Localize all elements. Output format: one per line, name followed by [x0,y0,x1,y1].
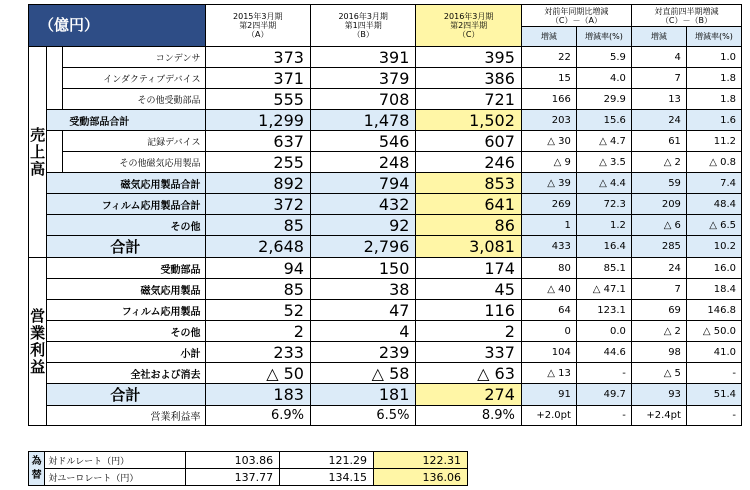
cb-rate: 1.6 [686,110,741,131]
value-c: 386 [416,68,521,89]
value-c: 86 [416,215,521,236]
cb-rate: 7.4 [686,173,741,194]
fx-c: 136.06 [374,469,468,486]
ca-rate: 0.0 [576,321,631,342]
cb-diff: △ 5 [631,363,686,384]
row-label: 受動部品合計 [47,110,205,131]
value-c: 607 [416,131,521,152]
financial-table [28,4,742,426]
ca-rate: △ 47.1 [576,279,631,300]
row-label: コンデンサ [63,47,205,68]
cb-rate: 48.4 [686,194,741,215]
value-b: 38 [310,279,415,300]
cb-diff: +2.4pt [631,406,686,426]
col-b-header: 2016年3月期 第1四半期 （B） [310,5,415,47]
value-b: 432 [310,194,415,215]
row-label: その他 [47,215,205,236]
col-a-header: 2015年3月期 第2四半期 （A） [205,5,310,47]
op-section-label: 営 業 利 益 [29,258,47,426]
cb-rate: 1.8 [686,89,741,110]
row-label: その他 [47,321,205,342]
cb-rate: - [686,406,741,426]
ca-rate: 72.3 [576,194,631,215]
cb-diff: △ 6 [631,215,686,236]
value-c: 274 [416,384,521,406]
cb-diff: 93 [631,384,686,406]
value-a: 183 [205,384,310,406]
value-a: 555 [205,89,310,110]
row-label: 合計 [47,236,205,258]
value-a: △ 50 [205,363,310,384]
value-c: 721 [416,89,521,110]
ca-rate: 85.1 [576,258,631,279]
ca-rate: 29.9 [576,89,631,110]
cb-diff: 59 [631,173,686,194]
fx-table [28,451,468,486]
ca-rate: 4.0 [576,68,631,89]
value-a: 372 [205,194,310,215]
row-label: 合計 [47,384,205,406]
cb-diff: 24 [631,110,686,131]
value-c: 8.9% [416,406,521,426]
cb-rate: 146.8 [686,300,741,321]
row-label: その他受動部品 [63,89,205,110]
value-b: 248 [310,152,415,173]
value-b: 47 [310,300,415,321]
value-c: 337 [416,342,521,363]
value-b: 708 [310,89,415,110]
ca-rate: 49.7 [576,384,631,406]
cb-rate: △ 0.8 [686,152,741,173]
ca-rate: 16.4 [576,236,631,258]
col-c-header: 2016年3月期 第2四半期 （C） [416,5,521,47]
cb-diff: 24 [631,258,686,279]
ca-rate: 5.9 [576,47,631,68]
ca-rate: 44.6 [576,342,631,363]
value-b: △ 58 [310,363,415,384]
row-label: インダクティブデバイス [63,68,205,89]
fx-a: 137.77 [186,469,280,486]
fx-b: 134.15 [280,469,374,486]
value-b: 92 [310,215,415,236]
cb-diff: 98 [631,342,686,363]
fx-b: 121.29 [280,452,374,469]
ca-rate: △ 4.4 [576,173,631,194]
value-b: 150 [310,258,415,279]
ca-diff: 166 [521,89,576,110]
value-b: 2,796 [310,236,415,258]
cb-rate: - [686,363,741,384]
cb-diff: 4 [631,47,686,68]
ca-rate: - [576,406,631,426]
value-a: 85 [205,215,310,236]
ca-diff: △ 40 [521,279,576,300]
indent-cell [47,47,63,110]
cb-rate: 1.8 [686,68,741,89]
ca-diff: 64 [521,300,576,321]
ca-diff: △ 39 [521,173,576,194]
cb-diff: 209 [631,194,686,215]
ca-diff: △ 30 [521,131,576,152]
cb-rate: △ 50.0 [686,321,741,342]
value-a: 373 [205,47,310,68]
value-a: 255 [205,152,310,173]
ca-diff-subheader: 増減 [521,27,576,47]
cb-rate: 51.4 [686,384,741,406]
value-b: 794 [310,173,415,194]
ca-rate: 1.2 [576,215,631,236]
cb-diff: 7 [631,279,686,300]
sales-section-label: 売 上 高 [29,47,47,258]
row-label: 受動部品 [47,258,205,279]
value-c: 2 [416,321,521,342]
ca-diff: 104 [521,342,576,363]
cb-rate: 10.2 [686,236,741,258]
value-c: 45 [416,279,521,300]
value-b: 4 [310,321,415,342]
cb-rate: 16.0 [686,258,741,279]
value-c: 246 [416,152,521,173]
ca-diff: 0 [521,321,576,342]
cb-rate-subheader: 増減率(%) [686,27,741,47]
value-a: 85 [205,279,310,300]
cb-diff: △ 2 [631,152,686,173]
value-c: 116 [416,300,521,321]
value-c: 1,502 [416,110,521,131]
fx-section-label: 為 替 [29,452,45,486]
cb-rate: △ 6.5 [686,215,741,236]
cb-rate: 41.0 [686,342,741,363]
row-label: 全社および消去 [47,363,205,384]
value-b: 6.5% [310,406,415,426]
cb-diff-subheader: 増減 [631,27,686,47]
value-a: 892 [205,173,310,194]
cmp-cb-header: 対直前四半期増減 （C）－（B） [631,5,741,27]
unit-label: （億円） [29,5,206,47]
row-label: 営業利益率 [47,406,205,426]
ca-diff: 91 [521,384,576,406]
value-a: 1,299 [205,110,310,131]
cb-diff: 7 [631,68,686,89]
fx-label: 対ユーロレート（円） [45,469,186,486]
value-b: 1,478 [310,110,415,131]
value-c: △ 63 [416,363,521,384]
ca-rate: 123.1 [576,300,631,321]
ca-diff: △ 13 [521,363,576,384]
ca-rate: △ 3.5 [576,152,631,173]
ca-rate-subheader: 増減率(%) [576,27,631,47]
ca-diff: 22 [521,47,576,68]
ca-diff: 203 [521,110,576,131]
ca-diff: 80 [521,258,576,279]
cb-diff: 285 [631,236,686,258]
value-c: 641 [416,194,521,215]
fx-a: 103.86 [186,452,280,469]
value-a: 52 [205,300,310,321]
row-label: 磁気応用製品 [47,279,205,300]
value-c: 174 [416,258,521,279]
value-c: 3,081 [416,236,521,258]
cb-diff: 61 [631,131,686,152]
row-label: フィルム応用製品合計 [47,194,205,215]
ca-diff: 1 [521,215,576,236]
value-a: 6.9% [205,406,310,426]
ca-diff: +2.0pt [521,406,576,426]
row-label: 記録デバイス [63,131,205,152]
row-label: その他磁気応用製品 [63,152,205,173]
fx-label: 対ドルレート（円） [45,452,186,469]
value-c: 853 [416,173,521,194]
row-label: 小計 [47,342,205,363]
ca-diff: △ 9 [521,152,576,173]
fx-c: 122.31 [374,452,468,469]
cb-diff: △ 2 [631,321,686,342]
value-a: 2 [205,321,310,342]
ca-rate: - [576,363,631,384]
cmp-ca-header: 対前年同期比増減 （C）－（A） [521,5,631,27]
cb-diff: 13 [631,89,686,110]
value-b: 379 [310,68,415,89]
ca-rate: 15.6 [576,110,631,131]
value-a: 371 [205,68,310,89]
value-b: 239 [310,342,415,363]
value-a: 637 [205,131,310,152]
row-label: フィルム応用製品 [47,300,205,321]
value-a: 94 [205,258,310,279]
value-a: 233 [205,342,310,363]
cb-rate: 1.0 [686,47,741,68]
cb-diff: 69 [631,300,686,321]
value-b: 546 [310,131,415,152]
cb-rate: 18.4 [686,279,741,300]
value-c: 395 [416,47,521,68]
ca-diff: 15 [521,68,576,89]
ca-diff: 433 [521,236,576,258]
value-a: 2,648 [205,236,310,258]
cb-rate: 11.2 [686,131,741,152]
indent-cell [47,131,63,173]
ca-diff: 269 [521,194,576,215]
value-b: 391 [310,47,415,68]
row-label: 磁気応用製品合計 [47,173,205,194]
ca-rate: △ 4.7 [576,131,631,152]
value-b: 181 [310,384,415,406]
